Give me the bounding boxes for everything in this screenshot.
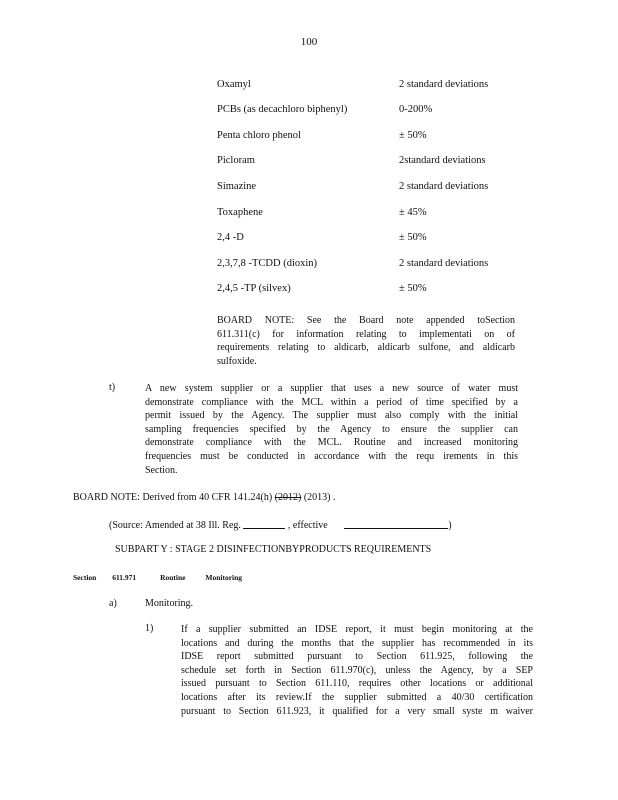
text-line: permit issued by the Agency. The supplier must also comply with the initial (145, 410, 518, 422)
tolerance-value: 2standard deviations (399, 155, 486, 166)
struck-year: (2012) (274, 492, 302, 503)
contaminant-name: PCBs (as decachloro biphenyl) (217, 104, 348, 115)
contaminant-name: Penta chloro phenol (217, 130, 301, 141)
text-line: frequencies must be conducted in accordance with the requ irements in this (145, 450, 518, 462)
tolerance-value: 2 standard deviations (399, 181, 489, 192)
contaminant-name: 2,4 -D (217, 232, 244, 243)
section-heading (73, 573, 242, 582)
text-line: pursuant to Section 611.923, it qualified for a very small syste m waiver (181, 705, 533, 717)
text-line: 611.311(c) for information relating to implementati on of (217, 328, 515, 340)
effective-date-blank (344, 518, 448, 529)
register-blank (243, 518, 285, 529)
item-1-text (181, 623, 533, 718)
section-title-word: Monitoring (205, 573, 243, 582)
text-line: demonstrate compliance with the MCL. Routine and increased monitoring (145, 437, 518, 449)
section-number: 611.971 (112, 573, 137, 582)
text-line: schedule set forth in Section 611.970(c), unless the Agency, by a SEP (181, 664, 533, 676)
subsection-a-marker: a) (109, 598, 117, 609)
text-line: A new system supplier or a supplier that uses a new source of water must (145, 383, 518, 394)
tolerance-value: 0-200% (399, 104, 433, 115)
text-line: locations after its review.If the supplier submitted a 40/30 certification (181, 691, 533, 703)
source-prefix: (Source: Amended at 38 Ill. Reg. (109, 520, 241, 531)
contaminant-name: 2,3,7,8 -TCDD (dioxin) (217, 258, 318, 269)
text-line: requirements relating to aldicarb, aldicarb sulfone, and aldicarb (217, 342, 515, 354)
source-line (109, 518, 452, 531)
subsection-a-title: Monitoring. (145, 598, 194, 609)
page-number: 100 (300, 36, 318, 48)
tolerance-value: ± 50% (399, 283, 427, 294)
subpart-heading: SUBPART Y : STAGE 2 DISINFECTIONBYPRODUCTS REQUIREMENTS (115, 544, 432, 555)
section-title-word: Routine (160, 573, 186, 582)
contaminant-name: Oxamyl (217, 79, 251, 90)
tolerance-value: 2 standard deviations (399, 258, 489, 269)
source-end: ) (448, 520, 452, 531)
tolerance-value: 2 standard deviations (399, 79, 489, 90)
board-note-derived-text: BOARD NOTE: Derived from 40 CFR 141.24(h) (73, 492, 273, 503)
item-t-text (145, 382, 518, 477)
board-note-derived (73, 492, 336, 503)
contaminant-name: 2,4,5 -TP (silvex) (217, 283, 291, 294)
tolerance-value: ± 50% (399, 130, 427, 141)
text-line: demonstrate compliance with the MCL within a period of time specified by a (145, 396, 518, 408)
contaminant-name: Toxaphene (217, 207, 263, 218)
text-line: locations and during the months that the supplier has recommended in its (181, 637, 533, 649)
text-line: Section. (145, 464, 178, 476)
item-t-marker: t) (109, 382, 116, 393)
item-1-marker: 1) (145, 623, 154, 634)
contaminant-name: Picloram (217, 155, 255, 166)
text-line: IDSE report submitted pursuant to Section 611.925, following the (181, 651, 533, 663)
text-line: sulfoxide. (217, 355, 257, 367)
text-line: BOARD NOTE: See the Board note appended toSection (217, 315, 515, 326)
board-note-derived-end: (2013) . (303, 492, 336, 503)
text-line: issued pursuant to Section 611.110, requires other locations or additional (181, 678, 533, 690)
board-note-aldicarb (217, 314, 515, 368)
tolerance-value: ± 45% (399, 207, 427, 218)
section-label: Section (73, 573, 97, 582)
tolerance-value: ± 50% (399, 232, 427, 243)
text-line: If a supplier submitted an IDSE report, it must begin monitoring at the (181, 624, 533, 635)
contaminant-name: Simazine (217, 181, 257, 192)
source-effective: , effective (287, 520, 328, 531)
text-line: sampling frequencies specified by the Agency to ensure the supplier can (145, 423, 518, 435)
